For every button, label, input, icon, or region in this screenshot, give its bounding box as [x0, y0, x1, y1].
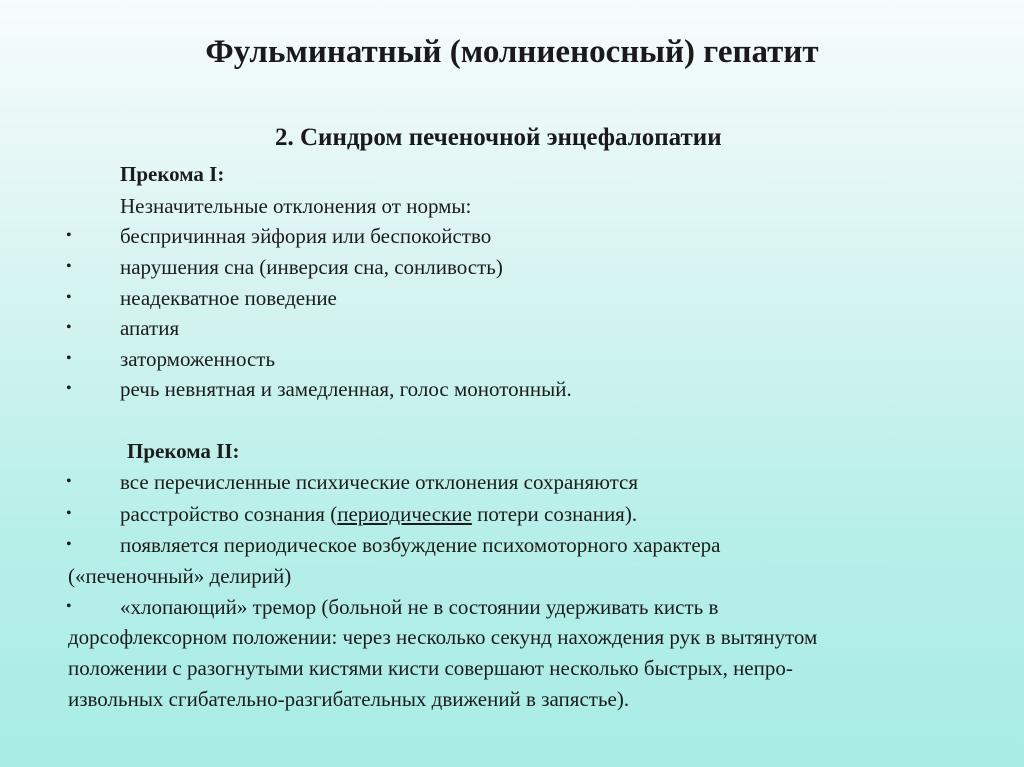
bullet-icon: • — [66, 598, 72, 615]
precoma-1-item: нарушения сна (инверсия сна, сонливость) — [120, 255, 503, 279]
bullet-icon: • — [66, 350, 72, 367]
bullet-icon: • — [66, 258, 72, 275]
bullet-icon: • — [66, 536, 72, 553]
bullet-icon: • — [66, 319, 72, 336]
bullet-icon: • — [66, 380, 72, 397]
bullet-icon: • — [66, 505, 72, 522]
precoma-2-item: появляется периодическое возбуждение психомоторного характера — [120, 533, 721, 557]
precoma-1-item: заторможенность — [120, 347, 276, 371]
precoma-1-item: неадекватное поведение — [120, 286, 337, 310]
precoma-1-intro: Незначительные отклонения от нормы: — [120, 194, 472, 218]
precoma-2-item: все перечисленные психические отклонения сохраняются — [120, 470, 639, 494]
precoma-2-item: «хлопающий» тремор (больной не в состоянии удерживать кисть в — [120, 595, 719, 619]
precoma-1-item: беспричинная эйфория или беспокойство — [120, 224, 492, 248]
bullet-icon: • — [66, 227, 72, 244]
precoma-2-item-continuation: дорсофлексорном положении: через несколько секунд нахождения рук в вытянутом — [68, 625, 818, 649]
bullet-icon: • — [66, 473, 72, 490]
precoma-1-item: апатия — [120, 316, 180, 340]
precoma-2-item-continuation: извольных сгибательно-разгибательных движений в запястье). — [68, 687, 630, 711]
precoma-1-heading: Прекома I: — [120, 162, 225, 186]
item-text: расстройство сознания ( — [120, 502, 338, 526]
bullet-icon: • — [66, 289, 72, 306]
underlined-word: периодические — [337, 502, 472, 526]
slide-title: Фульминатный (молниеносный) гепатит — [205, 34, 819, 70]
precoma-2-heading: Прекома II: — [127, 439, 240, 463]
precoma-1-item: речь невнятная и замедленная, голос монотонный. — [120, 377, 572, 401]
precoma-2-item — [120, 501, 637, 527]
section-subtitle: 2. Синдром печеночной энцефалопатии — [275, 124, 722, 151]
precoma-2-item-continuation: («печеночный» делирий) — [68, 564, 292, 588]
precoma-2-item-continuation: положении с разогнутыми кистями кисти совершают несколько быстрых, непро- — [68, 656, 793, 680]
item-text: потери сознания). — [471, 502, 638, 526]
